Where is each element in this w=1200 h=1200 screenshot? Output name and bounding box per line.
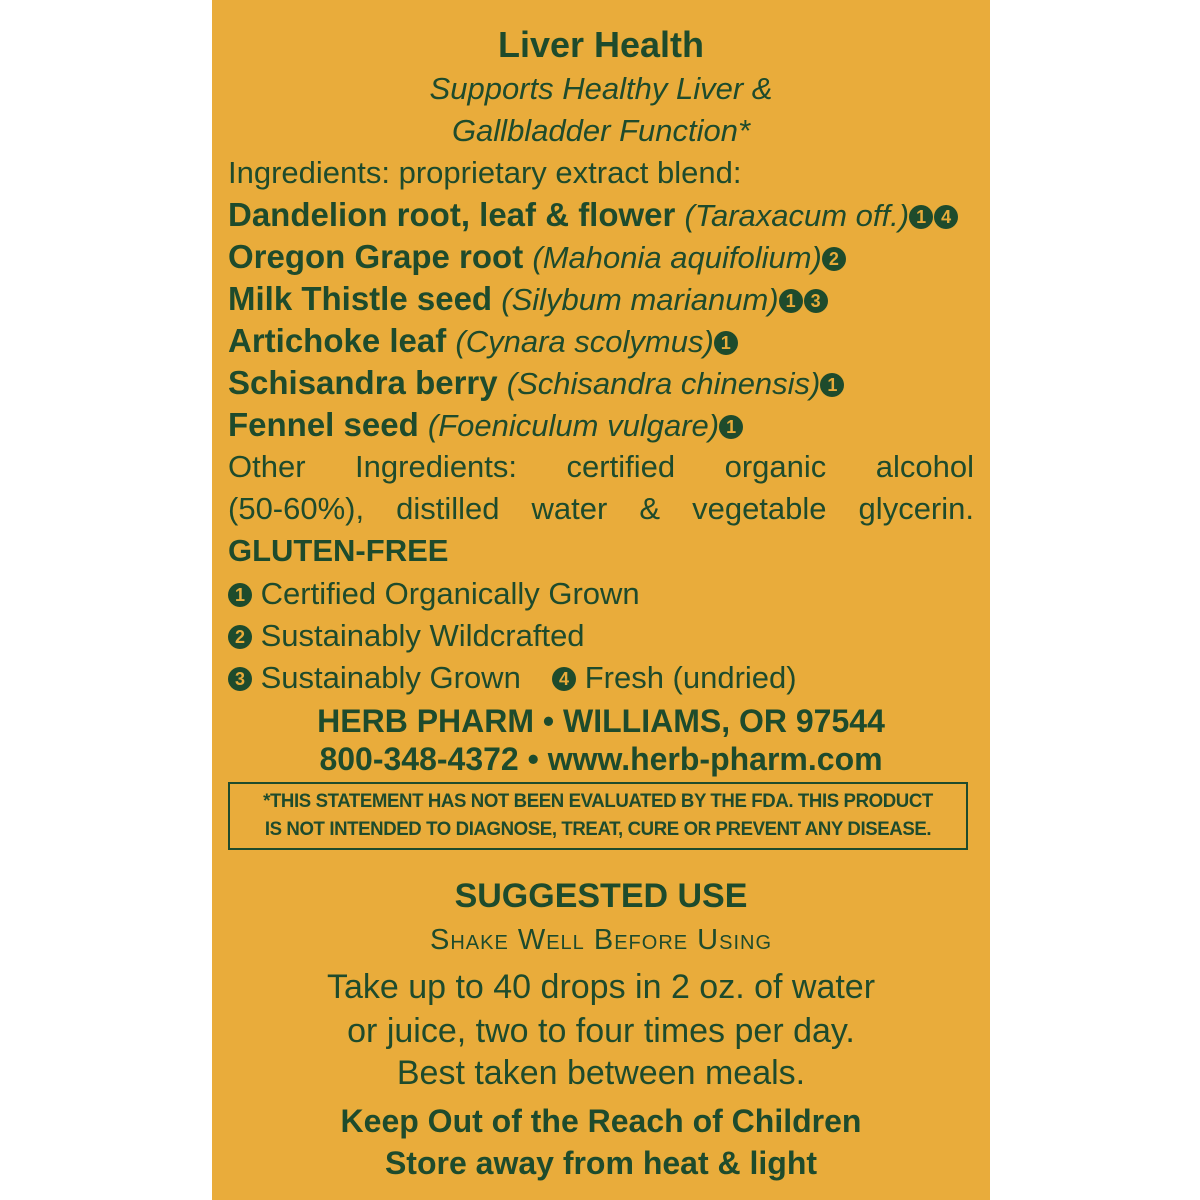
directions-line-1: Take up to 40 drops in 2 oz. of water bbox=[326, 968, 876, 1006]
organic-mark-icon: 1 bbox=[779, 289, 803, 313]
fda-disclaimer-box bbox=[228, 782, 968, 850]
organic-mark-icon: 1 bbox=[820, 373, 844, 397]
organic-mark-icon: 1 bbox=[909, 205, 933, 229]
suggested-use-heading: SUGGESTED USE bbox=[454, 877, 748, 915]
directions-line-3: Best taken between meals. bbox=[396, 1054, 806, 1092]
sustainably-grown-mark-icon: 3 bbox=[804, 289, 828, 313]
other-ingredients-line-1: Other Ingredients: certified organic alcohol bbox=[228, 449, 974, 484]
ingredient-common-name: Oregon Grape root bbox=[228, 238, 524, 275]
ingredient-latin-name: (Mahonia aquifolium) bbox=[532, 240, 822, 275]
gluten-free-badge: GLUTEN-FREE bbox=[228, 533, 449, 568]
ingredients-intro: Ingredients: proprietary extract blend: bbox=[228, 155, 742, 190]
subtitle-line-2: Gallbladder Function* bbox=[451, 113, 751, 148]
fda-disclaimer-line-1: *THIS STATEMENT HAS NOT BEEN EVALUATED BY THE FDA. THIS PRODUCT bbox=[263, 791, 933, 812]
ingredient-common-name: Dandelion root, leaf & flower bbox=[228, 196, 676, 233]
product-title: Liver Health bbox=[497, 24, 705, 65]
subtitle-line-1: Supports Healthy Liver & bbox=[429, 71, 773, 106]
sustainably-grown-mark-icon: 3 bbox=[228, 667, 252, 691]
ingredient-common-name: Artichoke leaf bbox=[228, 322, 447, 359]
legend-row bbox=[228, 615, 974, 657]
legend-organic: Certified Organically Grown bbox=[260, 576, 640, 611]
ingredient-latin-name: (Schisandra chinensis) bbox=[506, 366, 821, 401]
ingredient-latin-name: (Foeniculum vulgare) bbox=[427, 408, 720, 443]
fda-disclaimer-line-2: IS NOT INTENDED TO DIAGNOSE, TREAT, CURE OR PREVENT ANY DISEASE. bbox=[264, 819, 932, 840]
ingredient-latin-name: (Taraxacum off.) bbox=[684, 198, 910, 233]
company-contact: 800-348-4372 • www.herb-pharm.com bbox=[319, 741, 883, 777]
legend-sustainably-grown: Sustainably Grown bbox=[260, 660, 521, 695]
ingredient-common-name: Fennel seed bbox=[228, 406, 419, 443]
directions-line-2: or juice, two to four times per day. bbox=[347, 1012, 855, 1050]
legend-row bbox=[228, 657, 974, 699]
organic-mark-icon: 1 bbox=[714, 331, 738, 355]
child-warning: Keep Out of the Reach of Children bbox=[340, 1103, 862, 1139]
product-label bbox=[212, 0, 990, 1200]
storage-warning: Store away from heat & light bbox=[384, 1145, 818, 1181]
ingredient-common-name: Schisandra berry bbox=[228, 364, 498, 401]
legend-wildcrafted: Sustainably Wildcrafted bbox=[260, 618, 585, 653]
legend-fresh: Fresh (undried) bbox=[584, 660, 797, 695]
ingredient-row bbox=[228, 362, 974, 405]
wildcrafted-mark-icon: 2 bbox=[228, 625, 252, 649]
company-address: HERB PHARM • WILLIAMS, OR 97544 bbox=[317, 703, 885, 739]
ingredient-row bbox=[228, 194, 974, 237]
wildcrafted-mark-icon: 2 bbox=[822, 247, 846, 271]
ingredient-row bbox=[228, 236, 974, 279]
ingredient-row bbox=[228, 320, 974, 363]
ingredient-latin-name: (Cynara scolymus) bbox=[455, 324, 714, 359]
legend-row bbox=[228, 573, 974, 615]
ingredient-row bbox=[228, 278, 974, 321]
ingredient-row bbox=[228, 404, 974, 447]
ingredient-common-name: Milk Thistle seed bbox=[228, 280, 493, 317]
fresh-mark-icon: 4 bbox=[934, 205, 958, 229]
organic-mark-icon: 1 bbox=[719, 415, 743, 439]
fresh-mark-icon: 4 bbox=[552, 667, 576, 691]
shake-note: Shake Well Before Using bbox=[429, 924, 772, 956]
other-ingredients-line-2: (50-60%), distilled water & vegetable glycerin. bbox=[228, 491, 974, 526]
organic-mark-icon: 1 bbox=[228, 583, 252, 607]
ingredient-latin-name: (Silybum marianum) bbox=[501, 282, 779, 317]
